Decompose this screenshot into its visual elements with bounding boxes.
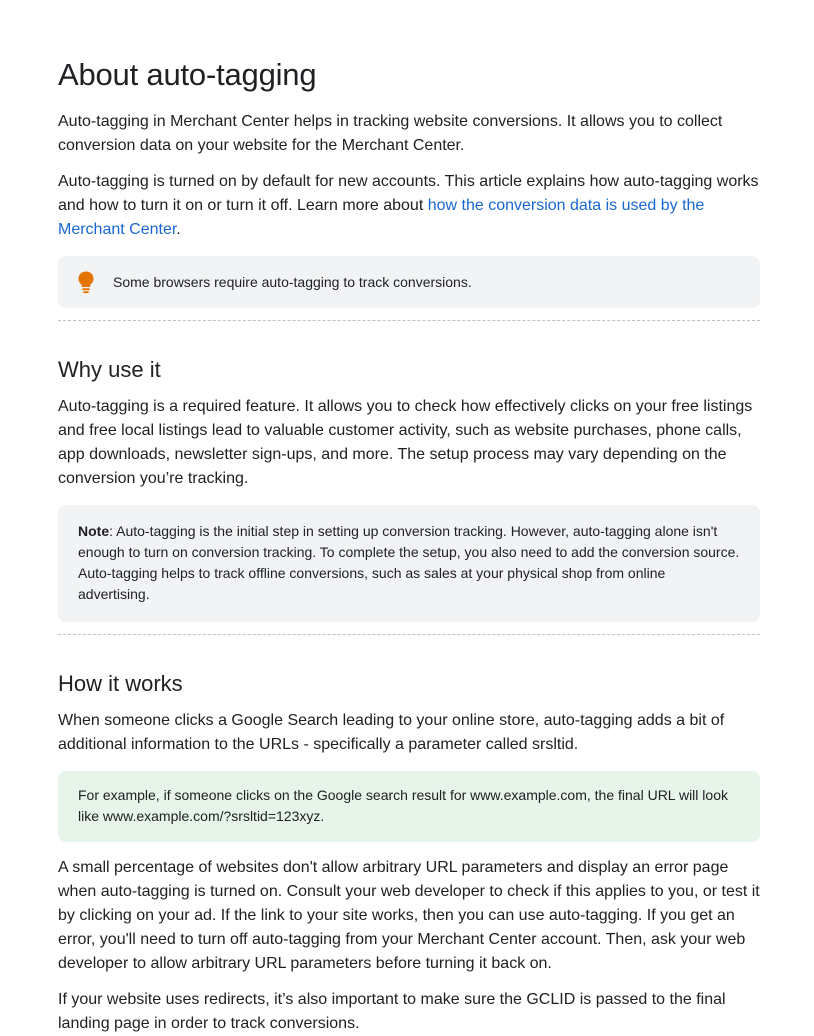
tip-callout: [58, 256, 760, 308]
how-paragraph-2: A small percentage of websites don't allow arbitrary URL parameters and display an error page when auto-tagging is turned on. Consult your web developer to check if this applies to you, or test it by clicking on your ad. If the link to your site works, then you can use auto-tagging. If you get an error, you'll need to turn off auto-tagging from your Merchant Center account. Then, ask your web developer to allow arbitrary URL parameters before turning it back on.: [58, 859, 760, 972]
section-divider: [58, 320, 760, 321]
note-callout: [58, 505, 760, 622]
why-use-it-heading: Why use it: [58, 357, 161, 382]
section-divider: [58, 634, 760, 635]
intro-paragraph-2-end: .: [176, 221, 181, 238]
tip-text: Some browsers require auto-tagging to track conversions.: [113, 273, 472, 290]
intro-paragraph-2-text: Auto-tagging is turned on by default for new accounts. This article explains how auto-tagging works and how to turn it on or turn it off. Learn more about: [58, 173, 759, 214]
how-paragraph-1: When someone clicks a Google Search leading to your online store, auto-tagging adds a bit of additional information to the URLs - specifically a parameter called srsltid.: [58, 712, 725, 753]
example-callout: For example, if someone clicks on the Google search result for www.example.com, the final URL will look like www.example.com/?srsltid=123xyz.: [58, 771, 760, 842]
how-paragraph-3: If your website uses redirects, it’s also important to make sure the GCLID is passed to the final landing page in order to track conversions.: [58, 991, 726, 1032]
note-label: Note: [78, 523, 110, 539]
why-paragraph: Auto-tagging is a required feature. It allows you to check how effectively clicks on your free listings and free local listings lead to valuable customer activity, such as website purchases, phone calls, app downloads, newsletter sign-ups, and more. The setup process may vary depending on the conversion you’re tracking.: [58, 398, 753, 487]
page-title: About auto-tagging: [58, 57, 317, 92]
how-it-works-heading: How it works: [58, 671, 183, 696]
lightbulb-icon: [76, 270, 96, 294]
article: [58, 0, 760, 1036]
intro-paragraph-2: [58, 170, 760, 242]
note-text: : Auto-tagging is the initial step in setting up conversion tracking. However, auto-tagging alone isn't enough to turn on conversion tracking. To complete the setup, you also need to add the conversion source. Auto-tagging helps to track offline conversions, such as sales at your physical shop from online advertising.: [78, 523, 740, 602]
conversion-data-link[interactable]: how the conversion data is used by the Merchant Center: [58, 197, 705, 238]
intro-paragraph-1: Auto-tagging in Merchant Center helps in tracking website conversions. It allows you to collect conversion data on your website for the Merchant Center.: [58, 113, 723, 154]
